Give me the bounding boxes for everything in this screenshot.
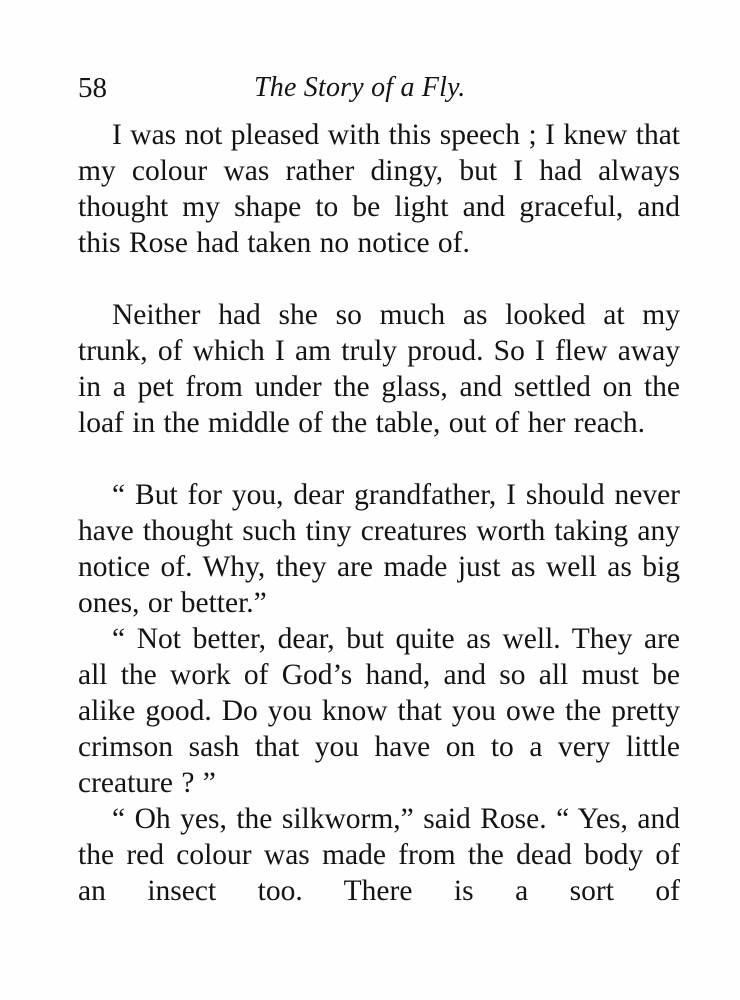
- body-text: [78, 117, 680, 909]
- page-number: 58: [78, 72, 107, 104]
- paragraph: “ But for you, dear grandfather, I should never have thought such tiny creatures worth taking any notice of. Why, they are made just as well as big ones, or better.”: [78, 479, 680, 619]
- running-head: [78, 68, 682, 108]
- paragraph: “ Oh yes, the silkworm,” said Rose. “ Yes, and the red colour was made from the dead body of an insect too. There is a sort of: [78, 803, 680, 907]
- paragraph: Neither had she so much as looked at my trunk, of which I am truly proud. So I flew away in a pet from under the glass, and settled on the loaf in the middle of the table, out of her reach.: [78, 299, 680, 439]
- paragraph: “ Not better, dear, but quite as well. They are all the work of God’s hand, and so all must be alike good. Do you know that you owe the pretty crimson sash that you have on to a very little creature ? ”: [78, 623, 680, 799]
- paragraph: I was not pleased with this speech ; I knew that my colour was rather dingy, but I had always thought my shape to be light and graceful, and this Rose had taken no notice of.: [78, 119, 680, 259]
- running-title: The Story of a Fly.: [254, 72, 466, 103]
